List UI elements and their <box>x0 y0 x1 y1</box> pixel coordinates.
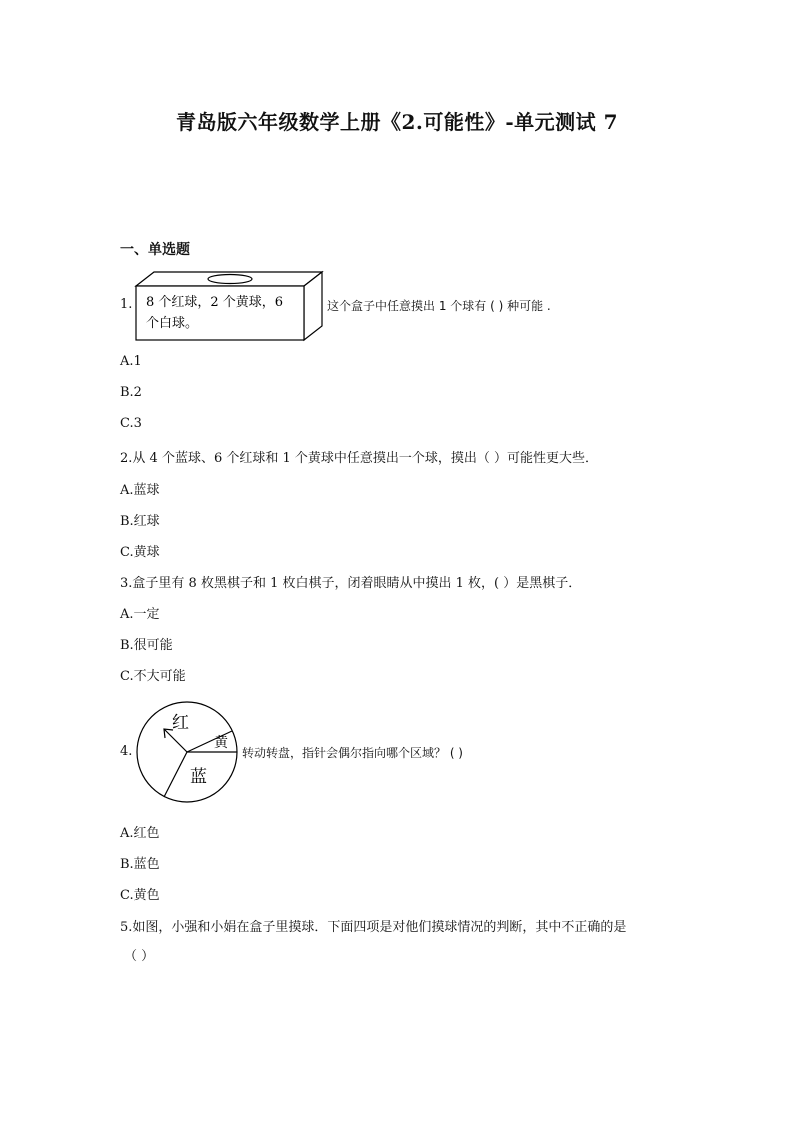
section-heading: 一、单选题 <box>120 242 190 258</box>
spinner-label-yellow: 黄 <box>214 735 228 751</box>
q1-option-c[interactable]: C.3 <box>120 416 142 431</box>
q2-option-c[interactable]: C.黄球 <box>120 545 160 560</box>
q1-option-b[interactable]: B.2 <box>120 385 142 400</box>
page-title: 青岛版六年级数学上册《2.可能性》-单元测试 7 <box>175 110 619 134</box>
box-text-line1: 8 个红球，2 个黄球，6 <box>146 295 284 310</box>
q5-text-line1: 5.如图，小强和小娟在盒子里摸球．下面四项是对他们摸球情况的判断，其中不正确的是 <box>120 920 627 935</box>
q4-spinner-figure <box>132 699 242 805</box>
spinner-label-red: 红 <box>172 713 189 733</box>
q3-option-a[interactable]: A.一定 <box>120 607 160 622</box>
q4-option-c[interactable]: C.黄色 <box>120 888 160 903</box>
box-text-line2: 个白球。 <box>146 316 199 331</box>
spinner-label-blue: 蓝 <box>190 767 207 787</box>
q2-text: 2.从 4 个蓝球、6 个红球和 1 个黄球中任意摸出一个球，摸出（ ）可能性更大些． <box>120 451 599 466</box>
q5-text-line2: （ ） <box>124 949 155 964</box>
q1-box-figure <box>132 268 326 342</box>
q2-option-b[interactable]: B.红球 <box>120 514 160 529</box>
q4-number: 4. <box>120 744 133 759</box>
q3-option-c[interactable]: C.不大可能 <box>120 669 186 684</box>
q4-text: 转动转盘，指针会偶尔指向哪个区域？ ( ) <box>242 746 463 760</box>
q1-option-a[interactable]: A.1 <box>120 354 142 369</box>
q1-text: 这个盒子中任意摸出 1 个球有 ( ) 种可能 . <box>327 299 551 313</box>
q3-option-b[interactable]: B.很可能 <box>120 638 173 653</box>
q3-text: 3.盒子里有 8 枚黑棋子和 1 枚白棋子，闭着眼睛从中摸出 1 枚，( ）是黑棋子． <box>120 576 582 591</box>
q4-option-b[interactable]: B.蓝色 <box>120 857 160 872</box>
q1-number: 1. <box>120 297 133 312</box>
q4-option-a[interactable]: A.红色 <box>120 826 160 841</box>
box-hole <box>208 275 252 284</box>
q2-option-a[interactable]: A.蓝球 <box>120 483 160 498</box>
